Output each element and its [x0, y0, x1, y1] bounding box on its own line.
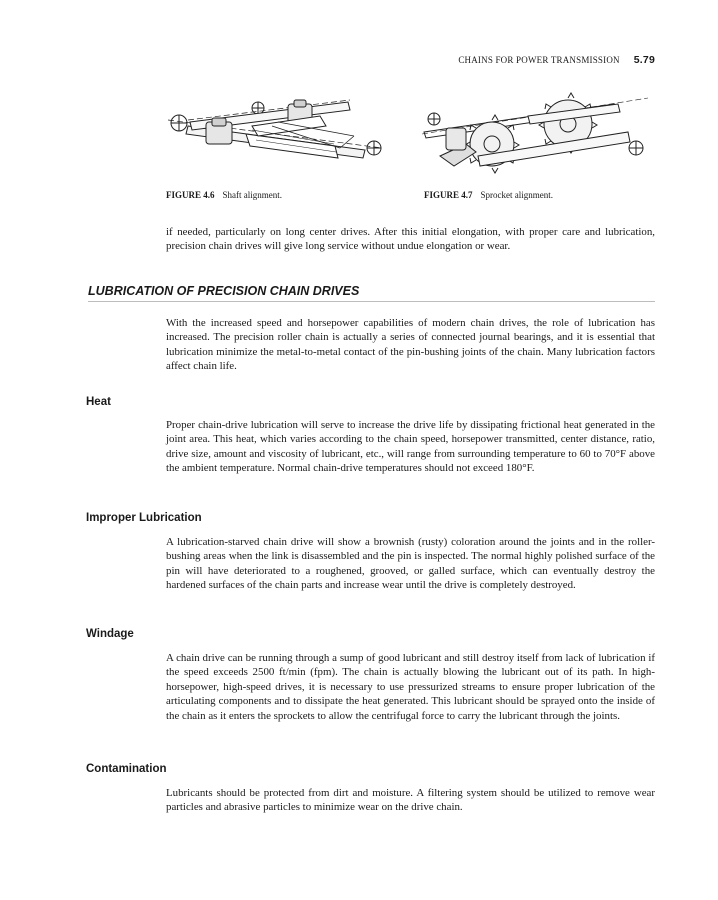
intro-paragraph: if needed, particularly on long center drives. After this initial elongation, with proper care and lubrication, precision chain drives will give long service without undue elongation or wear. [166, 226, 655, 253]
subsection-heading-heat: Heat [86, 396, 111, 408]
running-header [160, 54, 655, 66]
running-title: CHAINS FOR POWER TRANSMISSION [458, 55, 620, 65]
page-number: 5.79 [633, 54, 655, 66]
subsection-body-improper-lubrication: A lubrication-starved chain drive will show a brownish (rusty) coloration around the joints and in the roller-bushing areas when the link is disassembled and the pin is inspected. The normal highly polished surface of the pin will have deteriorated to a roughened, grooved, or galled surface, which can eventually destroy the hardened surfaces of the chain parts and increase wear until the drive is completely destroyed. [166, 536, 655, 592]
subsection-heading-windage: Windage [86, 628, 134, 640]
figure-caption-4-7 [424, 190, 553, 200]
figure-label: FIGURE 4.7 [424, 190, 473, 200]
figure-caption-4-6 [166, 190, 282, 200]
figure-label: FIGURE 4.6 [166, 190, 215, 200]
figure-caption-text: Shaft alignment. [222, 190, 283, 200]
shaft-alignment-drawing [160, 86, 400, 186]
section-body: With the increased speed and horsepower capabilities of modern chain drives, the role of lubrication has increased. The precision roller chain is actually a series of connected journal bearings, and it is essential that lubrication minimize the metal-to-metal contact of the pin-bushing joints of the chain. Many lubrication factors affect chain life. [166, 317, 655, 373]
subsection-body-contamination: Lubricants should be protected from dirt and moisture. A filtering system should be utilized to remove wear particles and abrasive particles to minimize wear on the drive chain. [166, 787, 655, 814]
subsection-body-windage: A chain drive can be running through a sump of good lubricant and still destroy itself from lack of lubrication if the speed exceeds 2500 ft/min (fpm). The chain is actually blowing the lubricant out of its path. In high-horsepower, high-speed drives, it is necessary to use pressurized streams to ensure proper lubrication of the articulating components and to dissipate the heat generated. This lubricant should be sprayed onto the inside of the chain as it enters the sprockets to allow the centrifugal force to carry the lubricant through the joints. [166, 652, 655, 722]
figure-caption-text: Sprocket alignment. [480, 190, 553, 200]
subsection-body-heat: Proper chain-drive lubrication will serve to increase the drive life by dissipating frictional heat generated in the joint area. This heat, which varies according to the chain speed, horsepower transmitted, center distance, ratio, drive size, amount and viscosity of lubricant, etc., will range from surrounding temperature to 60 to 70°F above the ambient temperature. Normal chain-drive temperatures should not exceed 180°F. [166, 419, 655, 475]
subsection-heading-contamination: Contamination [86, 763, 167, 775]
section-divider [88, 301, 655, 302]
subsection-heading-improper-lubrication: Improper Lubrication [86, 512, 202, 524]
sprocket-alignment-drawing [418, 86, 658, 186]
section-title: LUBRICATION OF PRECISION CHAIN DRIVES [88, 284, 360, 298]
